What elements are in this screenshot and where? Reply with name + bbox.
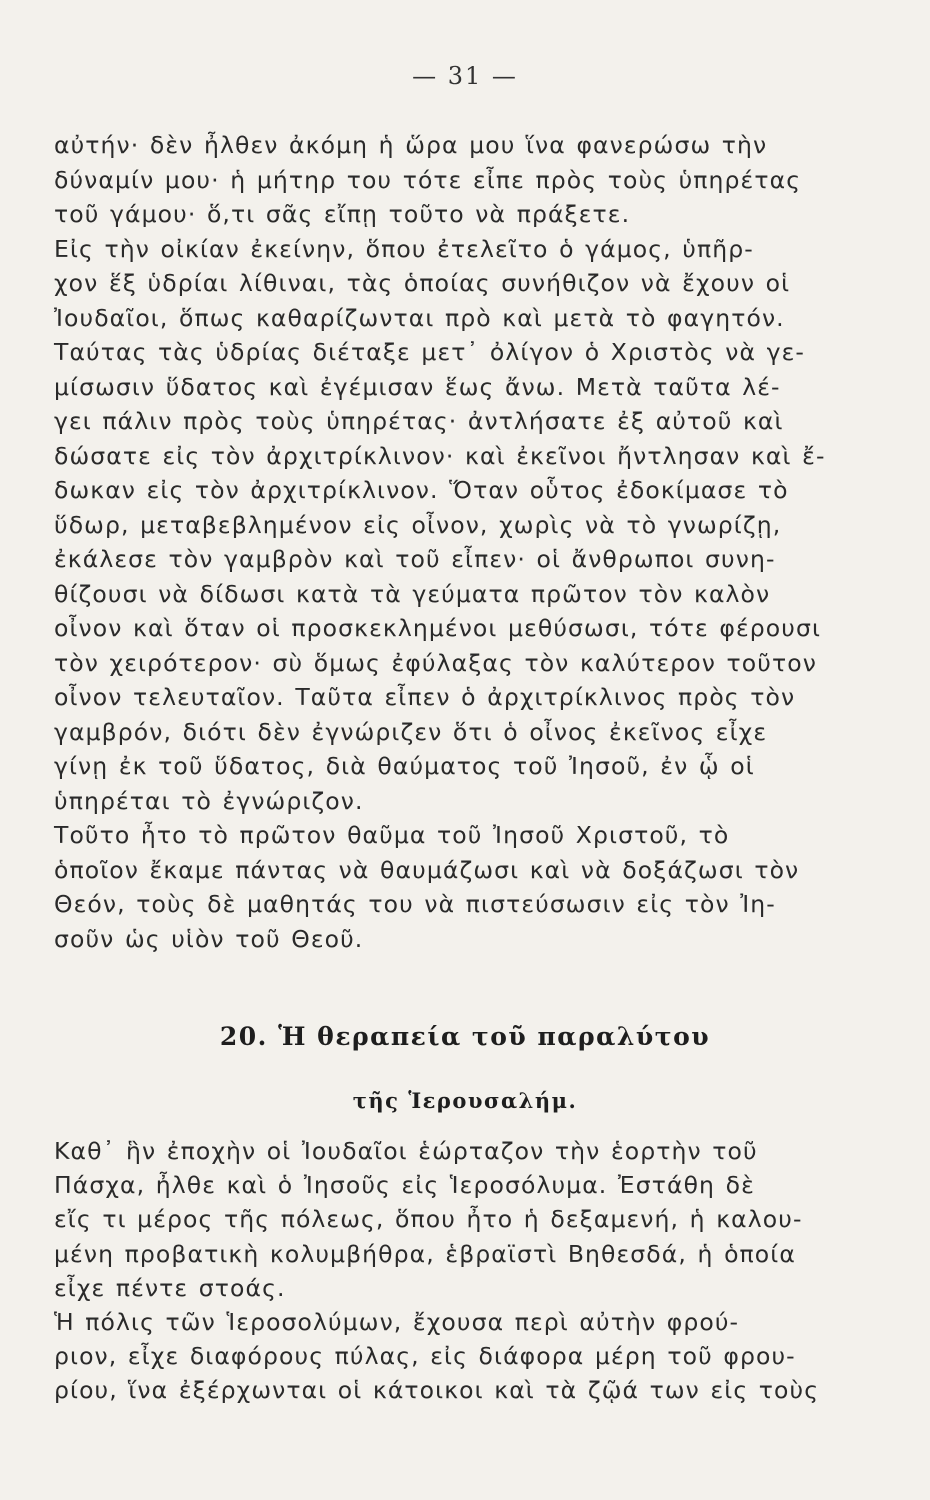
text-line: εἴς τι μέρος τῆς πόλεως, ὅπου ἦτο ἡ δεξαμενή, ἡ καλου- <box>54 1205 803 1234</box>
section-heading-continued: τῆς Ἱερουσαλήμ. <box>352 1088 578 1113</box>
page-number: — 31 — <box>412 62 518 90</box>
text-line: οἶνον τελευταῖον. Ταῦτα εἶπεν ὁ ἀρχιτρίκλινος πρὸς τὸν <box>54 683 796 711</box>
text-line: δωκαν εἰς τὸν ἀρχιτρίκλινον. Ὅταν οὗτος ἐδοκίμασε τὸ <box>54 476 789 504</box>
text-line: ὁποῖον ἔκαμε πάντας νὰ θαυμάζωσι καὶ νὰ δοξάζωσι τὸν <box>54 855 800 884</box>
text-line: τὸν χειρότερον· σὺ ὅμως ἐφύλαξας τὸν καλύτερον τοῦτον <box>54 648 817 677</box>
text-line: Εἰς τὴν οἰκίαν ἐκείνην, ὅπου ἐτελεῖτο ὁ γάμος, ὑπῆρ- <box>54 234 754 263</box>
text-line: οἶνον καὶ ὅταν οἱ προσκεκλημένοι μεθύσωσι, τότε φέρουσι <box>54 614 822 642</box>
text-line: σοῦν ὡς υἱὸν τοῦ Θεοῦ. <box>54 924 364 953</box>
text-line: Ἡ πόλις τῶν Ἱεροσολύμων, ἔχουσα περὶ αὐτὴν φρού- <box>54 1307 740 1336</box>
text-line: χον ἕξ ὑδρίαι λίθιναι, τὰς ὁποίας συνήθιζον νὰ ἔχουν οἱ <box>54 269 791 297</box>
text-line: ἐκάλεσε τὸν γαμβρὸν καὶ τοῦ εἶπεν· οἱ ἄνθρωποι συνη- <box>54 545 776 573</box>
text-line: Ἰουδαῖοι, ὅπως καθαρίζωνται πρὸ καὶ μετὰ τὸ φαγητόν. <box>54 303 785 332</box>
text-line: τοῦ γάμου· ὅ,τι σᾶς εἴπῃ τοῦτο νὰ πράξετε. <box>54 200 631 228</box>
text-line: δώσατε εἰς τὸν ἀρχιτρίκλινον· καὶ ἐκεῖνοι ἤντλησαν καὶ ἔ- <box>54 441 826 470</box>
text-line: θίζουσι νὰ δίδωσι κατὰ τὰ γεύματα πρῶτον τὸν καλὸν <box>54 579 771 608</box>
text-line: Ταύτας τὰς ὑδρίας διέταξε μετ᾽ ὀλίγον ὁ Χριστὸς νὰ γε- <box>54 338 806 366</box>
text-line: Τοῦτο ἦτο τὸ πρῶτον θαῦμα τοῦ Ἰησοῦ Χριστοῦ, τὸ <box>54 821 730 849</box>
text-block-2 <box>54 1134 834 1408</box>
text-line: ὑπηρέται τὸ ἐγνώριζον. <box>54 786 364 815</box>
text-line: ὕδωρ, μεταβεβλημένον εἰς οἶνον, χωρὶς νὰ τὸ γνωρίζῃ, <box>54 510 782 539</box>
text-line: γαμβρόν, διότι δὲν ἐγνώριζεν ὅτι ὁ οἶνος ἐκεῖνος εἶχε <box>54 717 768 746</box>
text-line: Πάσχα, ἦλθε καὶ ὁ Ἰησοῦς εἰς Ἱεροσόλυμα. Ἐστάθη δὲ <box>54 1171 755 1200</box>
text-line: ριον, εἶχε διαφόρους πύλας, εἰς διάφορα μέρη τοῦ φρου- <box>54 1342 796 1371</box>
text-line: εἶχε πέντε στοάς. <box>54 1273 286 1302</box>
text-line: ρίου, ἵνα ἐξέρχωνται οἱ κάτοικοι καὶ τὰ ζῷά των εἰς τοὺς <box>54 1376 820 1405</box>
text-line: γει πάλιν πρὸς τοὺς ὑπηρέτας· ἀντλήσατε ἐξ αὐτοῦ καὶ <box>54 407 784 435</box>
text-line: αὐτήν· δὲν ἦλθεν ἀκόμη ἡ ὥρα μου ἵνα φανερώσω τὴν <box>54 131 768 159</box>
text-line: μένη προβατικὴ κολυμβήθρα, ἑβραϊστὶ Βηθεσδά, ἡ ὁποία <box>54 1239 796 1268</box>
text-line: δύναμίν μου· ἡ μήτηρ του τότε εἶπε πρὸς τοὺς ὑπηρέτας <box>54 165 802 194</box>
section-heading: 20. Ἡ θεραπεία τοῦ παραλύτου <box>219 1022 711 1051</box>
text-line: μίσωσιν ὕδατος καὶ ἐγέμισαν ἕως ἄνω. Μετὰ ταῦτα λέ- <box>54 372 781 401</box>
text-line: Θεόν, τοὺς δὲ μαθητάς του νὰ πιστεύσωσιν εἰς τὸν Ἰη- <box>54 890 776 918</box>
text-line: Καθ᾽ ἣν ἐποχὴν οἱ Ἰουδαῖοι ἑώρταζον τὴν ἑορτὴν τοῦ <box>54 1137 758 1165</box>
text-block-1 <box>54 128 834 956</box>
text-line: γίνῃ ἐκ τοῦ ὕδατος, διὰ θαύματος τοῦ Ἰησοῦ, ἐν ᾧ οἱ <box>54 752 755 780</box>
